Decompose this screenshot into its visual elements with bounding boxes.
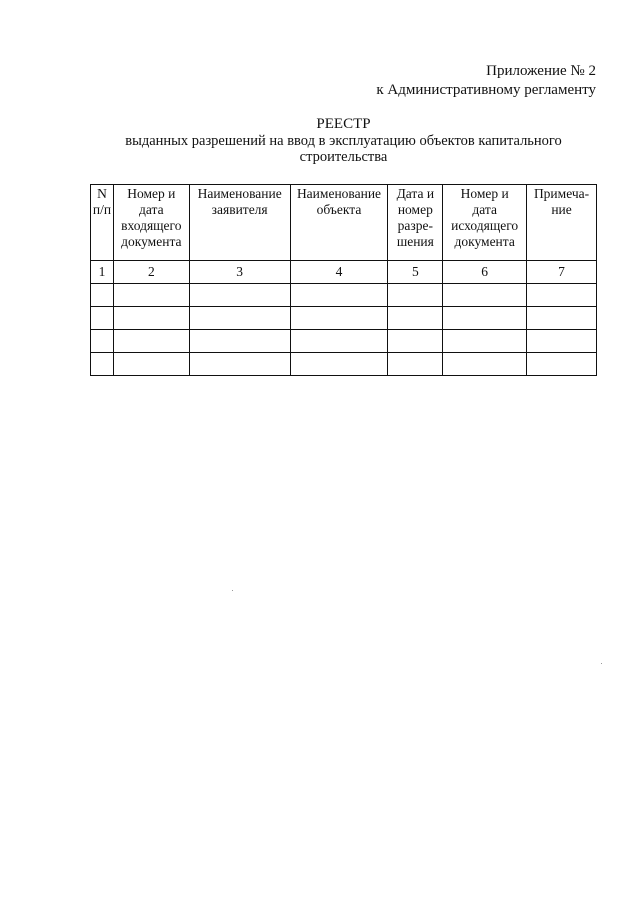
document-subtitle-line-2: строительства <box>299 149 388 165</box>
document-title-block <box>90 116 597 165</box>
table-cell <box>189 284 290 307</box>
table-cell <box>189 330 290 353</box>
table-cell <box>290 330 388 353</box>
table-cell <box>189 353 290 376</box>
table-row <box>91 353 597 376</box>
header-cell-applicant: Наименование заявителя <box>189 185 290 261</box>
table-cell <box>388 353 443 376</box>
table-header-row <box>91 185 597 261</box>
table-row <box>91 330 597 353</box>
table-cell <box>443 353 527 376</box>
document-subtitle-line-1: выданных разрешений на ввод в эксплуатацию объектов капитального <box>125 133 562 149</box>
table-cell <box>91 307 114 330</box>
header-cell-incoming-document: Номер и дата входящего документа <box>113 185 189 261</box>
table-cell <box>113 353 189 376</box>
scan-speck <box>232 590 233 591</box>
table-cell <box>388 330 443 353</box>
table-cell <box>113 307 189 330</box>
header-cell-number: N п/п <box>91 185 114 261</box>
document-title: РЕЕСТР <box>316 116 371 132</box>
header-cell-permit: Дата и номер разре- шения <box>388 185 443 261</box>
scan-speck <box>601 663 602 664</box>
table-cell <box>113 330 189 353</box>
table-body <box>91 261 597 376</box>
header-cell-outgoing-document: Номер и дата исходящего документа <box>443 185 527 261</box>
table-cell <box>527 284 597 307</box>
appendix-number: Приложение № 2 <box>486 63 596 79</box>
table-cell <box>91 284 114 307</box>
column-number-cell: 4 <box>290 261 388 284</box>
table-cell <box>443 284 527 307</box>
header-cell-note: Примеча- ние <box>527 185 597 261</box>
table-cell <box>527 307 597 330</box>
table-row <box>91 307 597 330</box>
column-number-cell: 2 <box>113 261 189 284</box>
table-cell <box>290 307 388 330</box>
table-cell <box>290 284 388 307</box>
column-number-cell: 5 <box>388 261 443 284</box>
header-cell-object: Наименование объекта <box>290 185 388 261</box>
column-number-cell: 7 <box>527 261 597 284</box>
table-cell <box>388 307 443 330</box>
table-cell <box>443 330 527 353</box>
table-cell <box>91 353 114 376</box>
table-cell <box>527 330 597 353</box>
table-row <box>91 284 597 307</box>
registry-table <box>90 184 597 376</box>
table-cell <box>443 307 527 330</box>
table-cell <box>113 284 189 307</box>
column-number-cell: 6 <box>443 261 527 284</box>
appendix-note <box>376 62 596 100</box>
table-cell <box>388 284 443 307</box>
table-cell <box>527 353 597 376</box>
column-number-cell: 3 <box>189 261 290 284</box>
table-cell <box>290 353 388 376</box>
column-number-cell: 1 <box>91 261 114 284</box>
table-cell <box>189 307 290 330</box>
table-cell <box>91 330 114 353</box>
column-number-row <box>91 261 597 284</box>
appendix-reference: к Административному регламенту <box>376 82 596 98</box>
